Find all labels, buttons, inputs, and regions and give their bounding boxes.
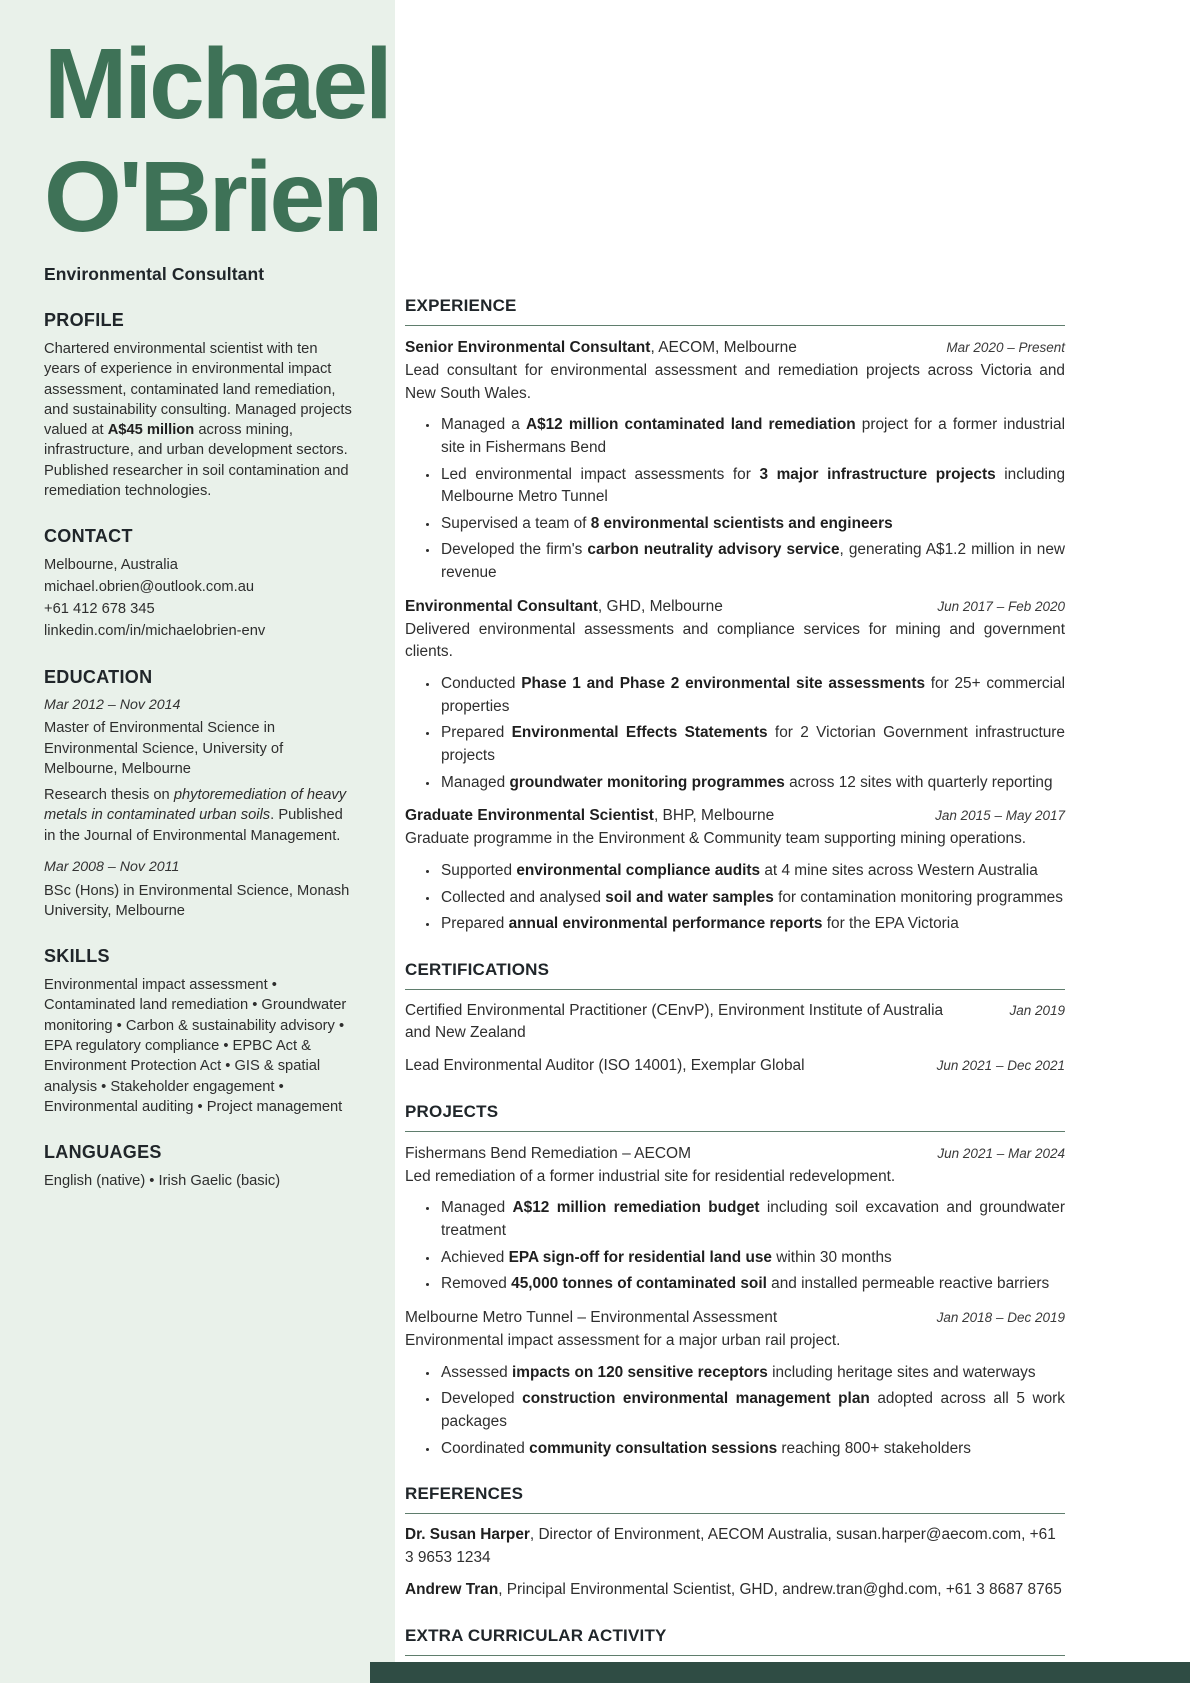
languages-text: English (native) • Irish Gaelic (basic) bbox=[44, 1173, 281, 1190]
project-title: Fishermans Bend Remediation – AECOM bbox=[405, 1144, 692, 1162]
bullet-item: • Supervised a team of 8 environmental scientists and engineers bbox=[439, 513, 1065, 536]
experience-entry bbox=[405, 807, 1065, 936]
certification-text: Certified Environmental Practitioner (CEnvP), Environment Institute of Australia and New Zealand bbox=[405, 1001, 944, 1042]
contact-section bbox=[44, 526, 354, 642]
education-heading: EDUCATION bbox=[44, 666, 153, 687]
bullet-item: • Conducted Phase 1 and Phase 2 environmental site assessments for 25+ commercial properties bbox=[439, 673, 1065, 718]
experience-entry-header bbox=[405, 339, 1065, 357]
experience-description: Lead consultant for environmental assessment and remediation projects across Victoria and New South Wales. bbox=[405, 362, 1065, 402]
profile-section bbox=[44, 310, 354, 501]
certifications-heading: CERTIFICATIONS bbox=[405, 960, 1065, 990]
candidate-surname: O'Brien bbox=[44, 141, 381, 253]
bullet-item: • Coordinated community consultation sessions reaching 800+ stakeholders bbox=[439, 1438, 1065, 1461]
skills-heading: SKILLS bbox=[44, 946, 110, 967]
candidate-first-name: Michael bbox=[44, 28, 390, 140]
contact-lines bbox=[44, 555, 354, 642]
contact-line: michael.obrien@outlook.com.au bbox=[44, 579, 255, 596]
certifications-section bbox=[405, 960, 1065, 1078]
bullet-item: • Supported environmental compliance audits at 4 mine sites across Western Australia bbox=[439, 860, 1065, 883]
experience-date: Jan 2015 – May 2017 bbox=[935, 808, 1065, 824]
bullet-item: • Managed groundwater monitoring programmes across 12 sites with quarterly reporting bbox=[439, 772, 1065, 795]
experience-entries bbox=[405, 339, 1065, 936]
skills-section bbox=[44, 946, 354, 1117]
experience-entry bbox=[405, 598, 1065, 794]
certification-items bbox=[405, 1000, 1065, 1078]
project-description: Led remediation of a former industrial site for residential redevelopment. bbox=[405, 1167, 896, 1185]
experience-description: Graduate programme in the Environment & Community team supporting mining operations. bbox=[405, 830, 1027, 848]
project-bullet-list bbox=[405, 1197, 1065, 1296]
education-entry bbox=[44, 858, 354, 921]
bullet-item: • Developed the firm's carbon neutrality advisory service, generating A$1.2 million in new revenue bbox=[439, 539, 1065, 584]
bullet-item: • Collected and analysed soil and water samples for contamination monitoring programmes bbox=[439, 887, 1065, 910]
extra-curricular-section bbox=[405, 1626, 1065, 1656]
education-date: Mar 2008 – Nov 2011 bbox=[44, 859, 180, 876]
certification-date: Jan 2019 bbox=[1009, 1002, 1065, 1018]
extra-curricular-heading: EXTRA CURRICULAR ACTIVITY bbox=[405, 1626, 1065, 1656]
skills-text: Environmental impact assessment • Contaminated land remediation • Groundwater monitoring • Carbon & sustainability advisory • EPA regulatory compliance • EPBC Act & Environment Protection Act • GIS & spatial analysis • Stakeholder engagement • Environmental auditing • Project management bbox=[44, 977, 347, 1115]
experience-bullet-list bbox=[405, 673, 1065, 794]
experience-entry-header bbox=[405, 598, 1065, 616]
education-entry bbox=[44, 696, 354, 846]
projects-heading: PROJECTS bbox=[405, 1102, 1065, 1132]
project-entry-header bbox=[405, 1309, 1065, 1327]
bullet-item: • Achieved EPA sign-off for residential land use within 30 months bbox=[439, 1247, 1065, 1270]
contact-line: Melbourne, Australia bbox=[44, 557, 178, 574]
experience-description: Delivered environmental assessments and compliance services for mining and government clients. bbox=[405, 620, 1065, 661]
education-note: Research thesis on phytoremediation of heavy metals in contaminated urban soils. Published in the Journal of Environmental Management. bbox=[44, 787, 347, 844]
bullet-item: • Led environmental impact assessments for 3 major infrastructure projects including Melbourne Metro Tunnel bbox=[439, 464, 1065, 509]
job-title: Environmental Consultant bbox=[44, 264, 265, 284]
certification-text: Lead Environmental Auditor (ISO 14001), Exemplar Global bbox=[405, 1057, 805, 1075]
contact-heading: CONTACT bbox=[44, 526, 133, 547]
project-entry-header bbox=[405, 1145, 1065, 1163]
bullet-item: • Developed construction environmental management plan adopted across all 5 work packages bbox=[439, 1388, 1065, 1433]
bullet-item: • Prepared annual environmental performance reports for the EPA Victoria bbox=[439, 913, 1065, 936]
project-entry bbox=[405, 1145, 1065, 1296]
project-date: Jan 2018 – Dec 2019 bbox=[936, 1309, 1065, 1325]
bullet-item: • Prepared Environmental Effects Statements for 2 Victorian Government infrastructure projects bbox=[439, 722, 1065, 767]
contact-line: linkedin.com/in/michaelobrien-env bbox=[44, 622, 266, 639]
experience-section bbox=[405, 296, 1065, 936]
experience-date: Jun 2017 – Feb 2020 bbox=[937, 598, 1065, 614]
bullet-item: • Assessed impacts on 120 sensitive receptors including heritage sites and waterways bbox=[439, 1362, 1065, 1385]
experience-title: Senior Environmental Consultant, AECOM, Melbourne bbox=[405, 339, 797, 356]
project-title: Melbourne Metro Tunnel – Environmental Assessment bbox=[405, 1308, 778, 1326]
profile-heading: PROFILE bbox=[44, 310, 125, 330]
languages-heading: LANGUAGES bbox=[44, 1142, 162, 1163]
education-date: Mar 2012 – Nov 2014 bbox=[44, 696, 181, 713]
experience-title: Graduate Environmental Scientist, BHP, Melbourne bbox=[405, 807, 775, 825]
education-degree: Master of Environmental Science in Environmental Science, University of Melbourne, Melbourne bbox=[44, 720, 284, 777]
education-entries bbox=[44, 696, 354, 921]
sidebar bbox=[0, 0, 395, 1683]
reference-items bbox=[405, 1524, 1065, 1602]
project-entries bbox=[405, 1145, 1065, 1460]
project-bullet-list bbox=[405, 1362, 1065, 1461]
references-section bbox=[405, 1484, 1065, 1602]
bullet-item: • Removed 45,000 tonnes of contaminated soil and installed permeable reactive barriers bbox=[439, 1273, 1065, 1296]
certification-item bbox=[405, 1000, 1065, 1045]
project-description: Environmental impact assessment for a major urban rail project. bbox=[405, 1331, 841, 1349]
experience-bullet-list bbox=[405, 860, 1065, 936]
certification-item bbox=[405, 1055, 1065, 1078]
experience-heading: EXPERIENCE bbox=[405, 296, 1065, 326]
bullet-item: • Managed a A$12 million contaminated land remediation project for a former industrial site in Fishermans Bend bbox=[439, 414, 1065, 459]
experience-title: Environmental Consultant, GHD, Melbourne bbox=[405, 597, 723, 615]
reference-item: Andrew Tran, Principal Environmental Scientist, GHD, andrew.tran@ghd.com, +61 3 8687 8765 bbox=[405, 1581, 1062, 1599]
education-section bbox=[44, 667, 354, 921]
candidate-name bbox=[44, 28, 494, 254]
certification-date: Jun 2021 – Dec 2021 bbox=[936, 1058, 1065, 1074]
reference-item: Dr. Susan Harper, Director of Environment, AECOM Australia, susan.harper@aecom.com, +61 3 9653 1234 bbox=[405, 1526, 1056, 1566]
experience-date: Mar 2020 – Present bbox=[946, 340, 1065, 355]
projects-section bbox=[405, 1102, 1065, 1460]
project-date: Jun 2021 – Mar 2024 bbox=[937, 1145, 1065, 1161]
experience-entry-header bbox=[405, 807, 1065, 825]
footer-accent-bar bbox=[370, 1662, 1190, 1683]
experience-bullet-list bbox=[405, 414, 1065, 584]
bullet-item: • Managed A$12 million remediation budget including soil excavation and groundwater treatment bbox=[439, 1197, 1065, 1242]
main-column bbox=[405, 296, 1065, 1680]
experience-entry bbox=[405, 339, 1065, 585]
profile-text: Chartered environmental scientist with ten years of experience in environmental impact assessment, contaminated land remediation, and sustainability consulting. Managed projects valued at A$45 million across mining, infrastructure, and urban development sectors. Published researcher in soil contamination and remediation technologies. bbox=[44, 341, 352, 499]
contact-line: +61 412 678 345 bbox=[44, 601, 155, 617]
education-degree: BSc (Hons) in Environmental Science, Monash University, Melbourne bbox=[44, 882, 350, 919]
project-entry bbox=[405, 1309, 1065, 1460]
languages-section bbox=[44, 1142, 354, 1191]
references-heading: REFERENCES bbox=[405, 1484, 1065, 1514]
